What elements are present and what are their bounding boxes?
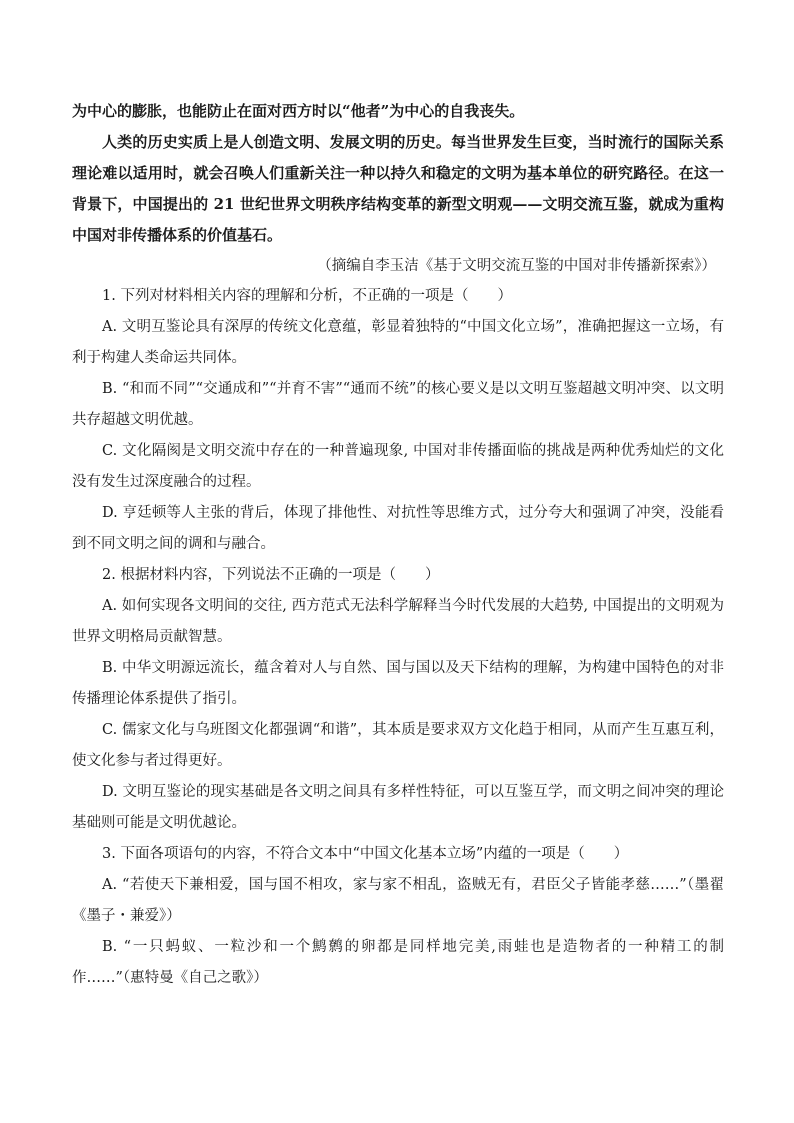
option-d: D. 亨廷顿等人主张的背后，体现了排他性、对抗性等思维方式，过分夸大和强调了冲突，没能看到不同文明之间的调和与融合。 [72,505,724,552]
option-a: A. 文明互鉴论具有深厚的传统文化意蕴，彰显着独特的“中国文化立场”，准确把握这一立场，有利于构建人类命运共同体。 [72,319,724,366]
option-b: B. “和而不同”“交通成和”“并育不害”“通而不统”的核心要义是以文明互鉴超越文明冲突、以文明共存超越文明优越。 [72,381,724,428]
option-a: A. “若使天下兼相爱，国与国不相攻，家与家不相乱，盗贼无有，君臣父子皆能孝慈……”（墨翟《墨子・兼爱》） [72,877,724,924]
passage-paragraph-1-tail: 为中心的膨胀，也能防止在面对西方时以“他者”为中心的自我丧失。 [72,102,525,120]
option-c: C. 儒家文化与乌班图文化都强调“和谐”，其本质是要求双方文化趋于相同，从而产生互惠互利，使文化参与者过得更好。 [72,722,724,769]
question-stem: 1. 下列对材料相关内容的理解和分析，不正确的一项是（ ） [102,288,512,304]
passage-attribution: （摘编自李玉洁《基于文明交流互鉴的中国对非传播新探索》） [317,258,716,274]
question-stem: 3. 下面各项语句的内容，不符合文本中“中国文化基本立场”内蕴的一项是（ ） [102,846,629,862]
question-2 [72,560,724,839]
option-c: C. 文化隔阂是文明交流中存在的一种普遍现象, 中国对非传播面临的挑战是两种优秀灿烂的文化没有发生过深度融合的过程。 [72,443,724,490]
question-3 [72,839,724,994]
option-d: D. 文明互鉴论的现实基础是各文明之间具有多样性特征，可以互鉴互学，而文明之间冲突的理论基础则可能是文明优越论。 [72,784,724,831]
document-body [72,96,724,994]
question-1 [72,281,724,560]
option-b: B. “一只蚂蚁、一粒沙和一个鹪鹩的卵都是同样地完美,雨蛙也是造物者的一种精工的制作……”（惠特曼《自己之歌》） [72,939,724,986]
option-a: A. 如何实现各文明间的交往, 西方范式无法科学解释当今时代发展的大趋势, 中国提出的文明观为世界文明格局贡献智慧。 [72,598,724,645]
passage-paragraph-2: 人类的历史实质上是人创造文明、发展文明的历史。每当世界发生巨变，当时流行的国际关系理论难以适用时，就会召唤人们重新关注一种以持久和稳定的文明为基本单位的研究路径。在这一背景下，中国提出的 21 世纪世界文明秩序结构变革的新型文明观——文明交流互鉴，就成为重构中国对非传播体系的价值基石。 [72,133,724,244]
question-stem: 2. 根据材料内容，下列说法不正确的一项是（ ） [102,567,440,583]
passage-bold [72,96,724,251]
option-b: B. 中华文明源远流长，蕴含着对人与自然、国与国以及天下结构的理解，为构建中国特色的对非传播理论体系提供了指引。 [72,660,724,707]
